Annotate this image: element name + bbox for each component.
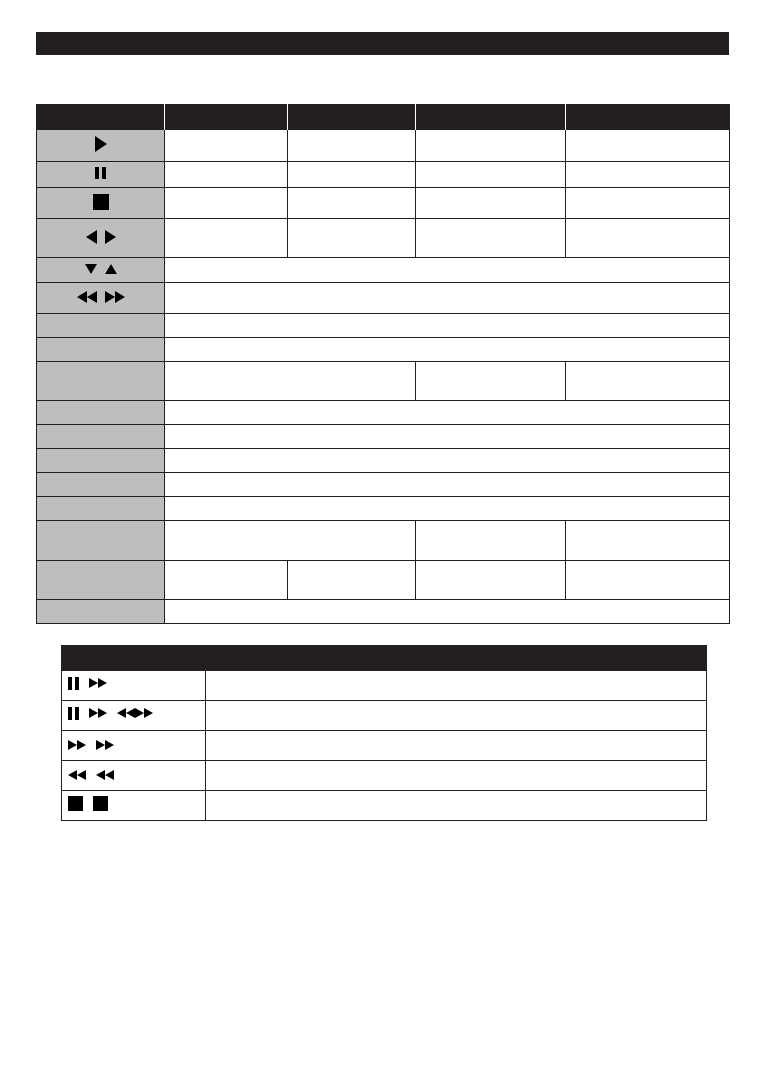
- down-arrow-icon: [85, 264, 97, 274]
- header-cell: [206, 646, 707, 671]
- table-cell: [566, 219, 730, 258]
- section-title: [36, 36, 44, 51]
- table-cell: [165, 362, 416, 401]
- header-cell: [62, 646, 206, 671]
- key-cell: [37, 401, 165, 425]
- section-title-bar: [36, 32, 729, 55]
- table-cell: [288, 219, 416, 258]
- table-row: [62, 731, 707, 761]
- table-cell: [165, 283, 730, 314]
- table-cell: [416, 219, 566, 258]
- table-row: [37, 283, 730, 314]
- table-row: [37, 130, 730, 162]
- table-cell: [566, 561, 730, 600]
- key-cell: [37, 283, 165, 314]
- fast-forward-icon: [89, 678, 107, 688]
- rewind-icon: [96, 770, 114, 780]
- stop-icon: [68, 796, 83, 811]
- table-cell: [288, 130, 416, 162]
- playback-speed-table: [61, 645, 707, 821]
- table-cell: [566, 188, 730, 219]
- table-cell: [416, 521, 566, 561]
- table-cell: [416, 561, 566, 600]
- table-cell: [165, 162, 288, 188]
- table-row: [62, 671, 707, 701]
- key-cell: [37, 130, 165, 162]
- key-cell: [37, 362, 165, 401]
- table-header-row: [37, 105, 730, 130]
- table-cell: [288, 162, 416, 188]
- key-cell: [62, 791, 206, 821]
- key-cell: [37, 188, 165, 219]
- table-row: [37, 338, 730, 362]
- table-cell: [288, 561, 416, 600]
- table-row: [37, 473, 730, 497]
- key-cell: [37, 258, 165, 283]
- table-row: [37, 162, 730, 188]
- header-cell: [288, 105, 416, 130]
- stop-icon: [93, 796, 108, 811]
- table-cell: [165, 188, 288, 219]
- table-cell: [566, 162, 730, 188]
- table-row: [37, 362, 730, 401]
- key-cell: [37, 162, 165, 188]
- table-cell: [206, 701, 707, 731]
- table-cell: [416, 362, 566, 401]
- header-cell: [165, 105, 288, 130]
- key-cell: [37, 314, 165, 338]
- table-cell: [566, 130, 730, 162]
- table-cell: [566, 521, 730, 561]
- header-cell: [37, 105, 165, 130]
- key-cell: [62, 731, 206, 761]
- table-row: [62, 761, 707, 791]
- table-row: [62, 791, 707, 821]
- header-cell: [566, 105, 730, 130]
- play-icon: [95, 136, 107, 152]
- table-cell: [165, 425, 730, 449]
- key-cell: [37, 521, 165, 561]
- table-row: [37, 219, 730, 258]
- pause-icon: [95, 167, 106, 179]
- table-row: [37, 521, 730, 561]
- key-cell: [37, 425, 165, 449]
- table-cell: [165, 521, 416, 561]
- table-cell: [206, 671, 707, 701]
- key-cell: [37, 497, 165, 521]
- rewind-icon: [68, 770, 86, 780]
- key-cell: [37, 561, 165, 600]
- right-arrow-icon: [105, 230, 116, 244]
- header-cell: [416, 105, 566, 130]
- table-cell: [165, 314, 730, 338]
- table-cell: [165, 600, 730, 624]
- fast-forward-icon: [96, 740, 114, 750]
- key-cell: [62, 671, 206, 701]
- fast-forward-icon: [105, 291, 125, 303]
- table-header-row: [62, 646, 707, 671]
- table-cell: [206, 761, 707, 791]
- pause-icon: [68, 677, 79, 690]
- key-cell: [62, 761, 206, 791]
- table-cell: [165, 449, 730, 473]
- up-arrow-icon: [105, 264, 117, 274]
- left-arrow-icon: [86, 230, 97, 244]
- table-row: [37, 600, 730, 624]
- stop-icon: [93, 194, 109, 210]
- key-cell: [37, 338, 165, 362]
- table-cell: [165, 338, 730, 362]
- table-cell: [416, 162, 566, 188]
- table-cell: [165, 561, 288, 600]
- key-cell: [37, 473, 165, 497]
- table-cell: [416, 130, 566, 162]
- table-row: [37, 425, 730, 449]
- table-cell: [288, 188, 416, 219]
- table-cell: [165, 258, 730, 283]
- key-cell: [37, 219, 165, 258]
- table-row: [37, 314, 730, 338]
- table-cell: [206, 731, 707, 761]
- table-cell: [165, 473, 730, 497]
- table-row: [62, 701, 707, 731]
- key-cell: [62, 701, 206, 731]
- table-cell: [165, 130, 288, 162]
- table-row: [37, 258, 730, 283]
- table-row: [37, 188, 730, 219]
- table-row: [37, 449, 730, 473]
- table-row: [37, 401, 730, 425]
- table-row: [37, 497, 730, 521]
- rewind-fast-forward-icon: [117, 708, 153, 718]
- table-cell: [566, 362, 730, 401]
- rewind-icon: [77, 291, 97, 303]
- function-table: [36, 104, 730, 624]
- table-cell: [416, 188, 566, 219]
- fast-forward-icon: [68, 740, 86, 750]
- fast-forward-icon: [89, 708, 107, 718]
- key-cell: [37, 449, 165, 473]
- table-cell: [165, 219, 288, 258]
- table-cell: [165, 401, 730, 425]
- key-cell: [37, 600, 165, 624]
- table-row: [37, 561, 730, 600]
- table-cell: [206, 791, 707, 821]
- table-cell: [165, 497, 730, 521]
- pause-icon: [68, 707, 79, 720]
